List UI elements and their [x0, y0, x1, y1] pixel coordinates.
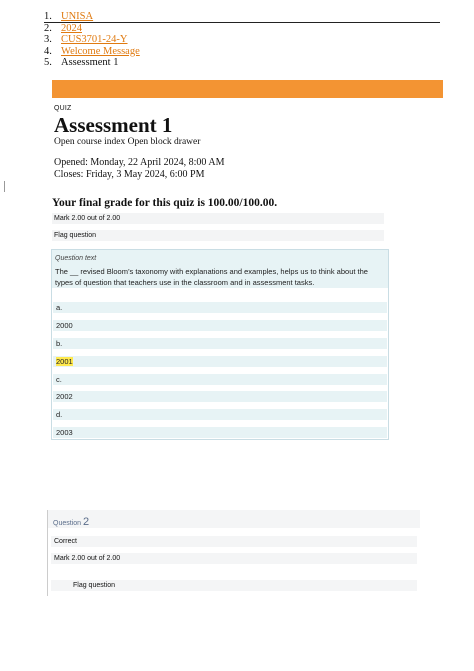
- question1-mark: Mark 2.00 out of 2.00: [52, 213, 384, 224]
- final-grade: Your final grade for this quiz is 100.00/100.00.: [52, 197, 278, 209]
- breadcrumb-link-course[interactable]: CUS3701-24-Y: [61, 34, 128, 45]
- question1-box: [51, 249, 389, 440]
- opened-date: Opened: Monday, 22 April 2024, 8:00 AM: [54, 157, 225, 168]
- option-d-label: 2003: [56, 428, 73, 437]
- page-title: Assessment 1: [54, 113, 173, 137]
- question-text-label: Question text: [55, 255, 97, 262]
- question2-label: Question 2: [53, 516, 90, 528]
- drawer-links[interactable]: Open course index Open block drawer: [54, 137, 201, 147]
- breadcrumb-divider: [44, 22, 440, 23]
- breadcrumb-link-unisa[interactable]: UNISA: [61, 11, 94, 22]
- quiz-dates: [54, 157, 224, 181]
- question2-header: [48, 510, 420, 528]
- header-banner: [52, 80, 443, 98]
- question2-box: [47, 510, 420, 596]
- option-b-value[interactable]: [53, 356, 387, 367]
- breadcrumb-item-current: 5. Assessment 1: [44, 57, 119, 68]
- question1-flag-button[interactable]: Flag question: [52, 230, 384, 241]
- option-a-value[interactable]: [53, 320, 387, 331]
- question2-mark: Mark 2.00 out of 2.00: [51, 553, 417, 564]
- option-b-letter: b.: [53, 338, 387, 349]
- option-a-label: 2000: [56, 321, 73, 330]
- question2-status: Correct: [51, 536, 417, 547]
- option-b-label-selected: 2001: [56, 357, 73, 366]
- question2-number: 2: [82, 516, 90, 528]
- quiz-label: QUIZ: [54, 105, 72, 112]
- breadcrumb-link-year[interactable]: 2024: [61, 22, 82, 34]
- option-d-letter: d.: [53, 409, 387, 420]
- question2-flag-button[interactable]: Flag question: [51, 580, 417, 591]
- margin-marker: [4, 181, 5, 192]
- breadcrumb-item-welcome[interactable]: 4. Welcome Message: [44, 45, 140, 57]
- breadcrumb: [44, 11, 140, 69]
- breadcrumb-item-year[interactable]: 2. 2024: [44, 22, 82, 34]
- option-c-value[interactable]: [53, 391, 387, 402]
- breadcrumb-item-unisa[interactable]: 1. UNISA: [44, 11, 94, 22]
- option-d-value[interactable]: [53, 427, 387, 438]
- question1-text: The __ revised Bloom’s taxonomy with explanations and examples, helps us to think about the types of question that teachers use in the classroom and in assessment tasks.: [55, 267, 368, 287]
- option-c-letter: c.: [53, 374, 387, 385]
- breadcrumb-current-label: Assessment 1: [61, 57, 119, 68]
- breadcrumb-item-course[interactable]: 3. CUS3701-24-Y: [44, 34, 128, 45]
- closes-date: Closes: Friday, 3 May 2024, 6:00 PM: [54, 169, 205, 180]
- breadcrumb-link-welcome[interactable]: Welcome Message: [61, 45, 140, 57]
- question1-header: [52, 250, 388, 288]
- option-c-label: 2002: [56, 392, 73, 401]
- option-a-letter: a.: [53, 302, 387, 313]
